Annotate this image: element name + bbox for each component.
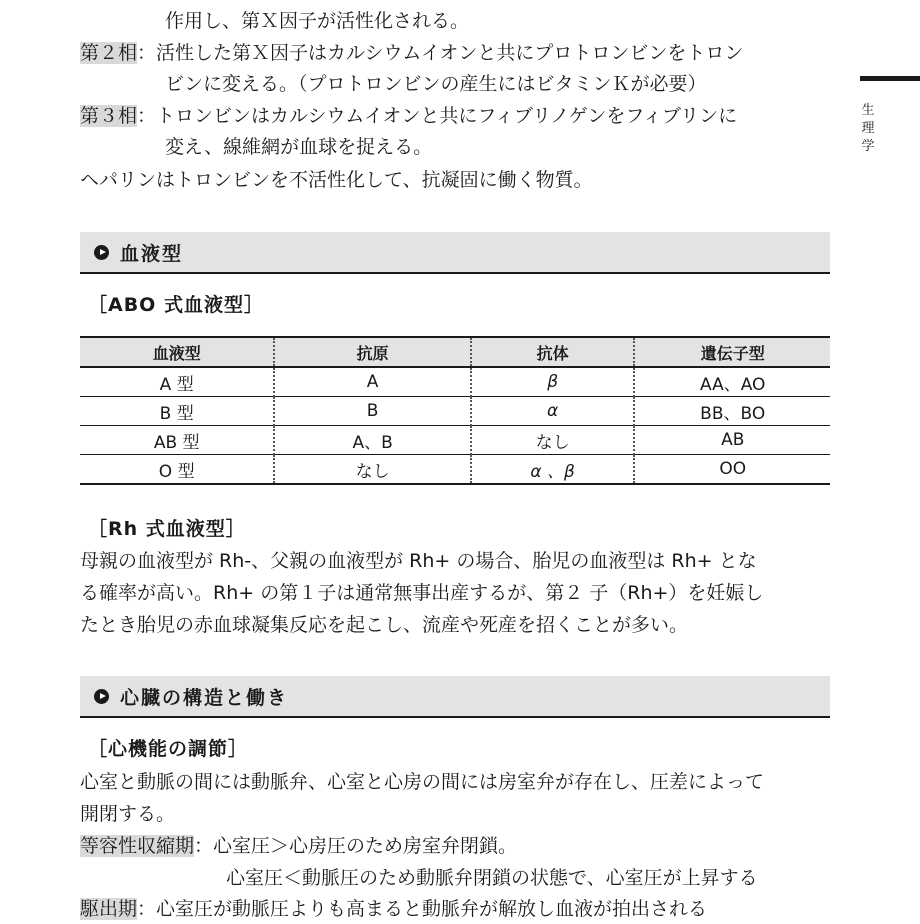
table-cell: なし [471, 426, 635, 455]
table-cell: O 型 [80, 455, 274, 485]
rh-heading: ［Rh 式血液型］ [88, 518, 246, 540]
section-title: 血液型 [120, 243, 184, 265]
table-cell: α [471, 397, 635, 426]
table-header-row [80, 337, 830, 367]
rh-line-2: る確率が高い。Rh+ の第１子は通常無事出産するが、第２ 子（Rh+）を妊娠し [80, 582, 764, 604]
rh-line-3: たとき胎児の赤血球凝集反応を起こし、流産や死産を招くことが多い。 [80, 614, 689, 636]
table-row [80, 397, 830, 426]
table-header: 遺伝子型 [634, 337, 830, 367]
table-cell: β [471, 367, 635, 397]
table-cell: B 型 [80, 397, 274, 426]
table-cell: A 型 [80, 367, 274, 397]
table-cell: AB 型 [80, 426, 274, 455]
isovolumetric-text-1: ：心室圧＞心房圧のため房室弁閉鎖。 [194, 835, 518, 857]
table-cell: AB [634, 426, 830, 455]
heparin-line: ヘパリンはトロンビンを不活性化して、抗凝固に働く物質。 [80, 169, 593, 191]
section-header-blood-type [80, 232, 830, 274]
ejection-term: 駆出期 [80, 898, 138, 920]
isovolumetric-term: 等容性収縮期 [80, 835, 195, 857]
play-bullet-icon [94, 689, 109, 704]
heart-line-2: 開閉する。 [80, 803, 176, 825]
play-bullet-icon [94, 245, 109, 260]
coag-line-1: 作用し、第Ｘ因子が活性化される。 [165, 10, 470, 32]
phase3-text-1: ：トロンビンはカルシウムイオンと共にフィブリノゲンをフィブリンに [137, 105, 738, 127]
section-title: 心臓の構造と働き [120, 687, 289, 709]
phase2-line-1 [80, 38, 743, 68]
table-cell: A [274, 367, 470, 397]
phase3-line-2: 変え、線維網が血球を捉える。 [165, 136, 433, 158]
rh-line-1: 母親の血液型が Rh-、父親の血液型が Rh+ の場合、胎児の血液型は Rh+ とな [80, 550, 757, 572]
abo-heading: ［ABO 式血液型］ [88, 294, 264, 316]
ejection-text-1: ：心室圧が動脈圧よりも高まると動脈弁が解放し血液が拍出される [137, 898, 708, 920]
phase2-term: 第２相 [80, 42, 138, 64]
cardiac-regulation-heading: ［心機能の調節］ [88, 738, 249, 760]
heart-line-1: 心室と動脈の間には動脈弁、心室と心房の間には房室弁が存在し、圧差によって [80, 771, 765, 793]
section-header-heart [80, 676, 830, 718]
side-tab-char: 生 [861, 103, 875, 118]
phase3-line-1 [80, 101, 737, 131]
phase2-text-1: ：活性した第Ｘ因子はカルシウムイオンと共にプロトロンビンをトロン [137, 42, 744, 64]
table-header: 抗体 [471, 337, 635, 367]
table-cell: OO [634, 455, 830, 485]
table-cell: A、B [274, 426, 470, 455]
table-row [80, 367, 830, 397]
phase3-term: 第３相 [80, 105, 138, 127]
table-cell: B [274, 397, 470, 426]
table-header: 抗原 [274, 337, 470, 367]
table-cell: α 、β [471, 455, 635, 485]
isovolumetric-line-2: 心室圧＜動脈圧のため動脈弁閉鎖の状態で、心室圧が上昇する [226, 867, 758, 889]
side-tab-rule [860, 76, 920, 81]
table-cell: BB、BO [634, 397, 830, 426]
table-cell: なし [274, 455, 470, 485]
phase2-line-2: ビンに変える。（プロトロンビンの産生にはビタミンＫが必要） [165, 73, 707, 95]
side-tab-char: 学 [861, 139, 875, 154]
table-row [80, 426, 830, 455]
table-cell: AA、AO [634, 367, 830, 397]
side-tab-char: 理 [861, 121, 875, 136]
table-row [80, 455, 830, 485]
abo-table [80, 336, 830, 485]
isovolumetric-line-1 [80, 831, 517, 861]
side-tab-label [858, 102, 878, 156]
table-header: 血液型 [80, 337, 274, 367]
